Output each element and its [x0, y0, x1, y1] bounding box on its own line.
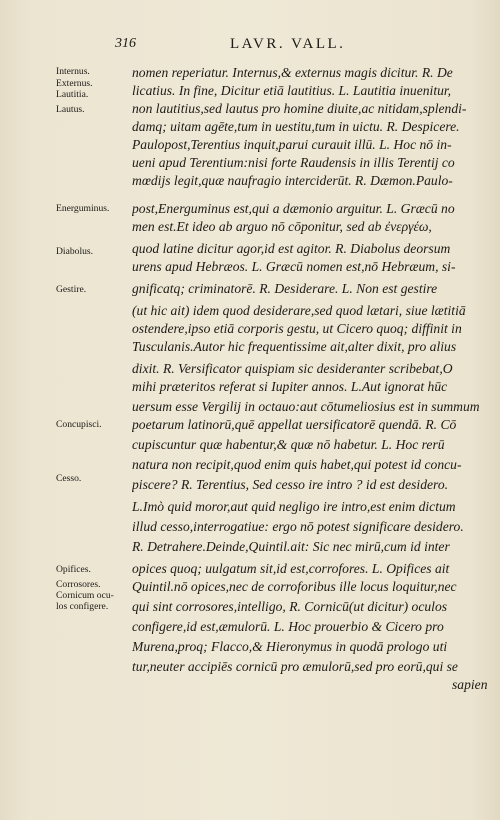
- text-line: dixit. R. Versificator quispiam sic desideranter scribebat,O: [132, 361, 453, 376]
- margin-note: Energuminus.: [56, 203, 110, 214]
- text-line: mœdijs legit,quæ naufragio interciderūt. R. Dæmon.Paulo-: [132, 173, 453, 188]
- text-line: tur,neuter accipiēs cornicū pro æmulorū,sed pro eorū,qui se: [132, 659, 458, 674]
- text-line: nomen reperiatur. Internus,& externus magis dicitur. R. De: [132, 65, 453, 80]
- text-line: opices quoq; uulgatum sit,id est,corrofores. L. Opifices ait: [132, 561, 450, 576]
- margin-note: Cornicum ocu-: [56, 590, 114, 601]
- margin-note: Lautus.: [56, 104, 85, 115]
- text-line: quod latine dicitur agor,id est agitor. R. Diabolus deorsum: [132, 241, 451, 256]
- folio-number: 316: [115, 36, 136, 51]
- text-line: natura non recipit,quod enim quis habet,qui potest id concu-: [132, 457, 462, 472]
- text-line: cupiscuntur quæ habentur,& quæ nō habetur. L. Hoc rerū: [132, 437, 445, 452]
- text-line: piscere? R. Terentius, Sed cesso ire intro ? id est desidero.: [132, 477, 449, 492]
- text-line: Tusculanis.Autor hic frequentissime ait,alter dixit, pro alius: [132, 339, 457, 354]
- margin-note: Gestire.: [56, 284, 87, 295]
- text-line: ueni apud Terentium:nisi forte Raudensis in illis Terentij co: [132, 155, 455, 170]
- text-line: urens apud Hebræos. L. Græcū nomen est,nō Hebræum, si-: [132, 259, 456, 274]
- text-line: (ut hic ait) idem quod desiderare,sed quod lætari, siue lætitiā: [132, 303, 466, 318]
- margin-note: Diabolus.: [56, 246, 94, 257]
- text-line: damq; uitam agēte,tum in uestitu,tum in uictu. R. Despicere.: [132, 119, 460, 134]
- text-line: qui sint corrosores,intelligo, R. Cornicū(ut dicitur) oculos: [132, 599, 448, 614]
- text-line: poetarum latinorū,quē appellat uersificatorē quendā. R. Cō: [132, 417, 457, 432]
- text-line: Paulopost,Terentius inquit,parui curauit illū. L. Hoc nō in-: [132, 137, 452, 152]
- margin-note: Internus.: [56, 66, 90, 77]
- text-line: configere,id est,æmulorū. L. Hoc prouerbio & Cicero pro: [132, 619, 444, 634]
- running-head: LAVR. VALL.: [230, 36, 346, 52]
- text-line: licatius. In fine, Dicitur etiā lautitius. L. Lautitia inuenitur,: [132, 83, 452, 98]
- margin-note: Opifices.: [56, 564, 91, 575]
- margin-note: Corrosores.: [56, 579, 101, 590]
- text-line: ostendere,ipso etiā corporis gestu, ut Cicero quoq; diffinit in: [132, 321, 462, 336]
- text-line: Murena,proq; Flacco,& Hieronymus in quodā prologo uti: [132, 639, 448, 654]
- margin-note: Lautitia.: [56, 89, 89, 100]
- text-line: men est.Et ideo ab arguo nō cōponitur, sed ab ἐνεργέω,: [132, 219, 432, 234]
- margin-note: Cesso.: [56, 473, 82, 484]
- text-line: non lautitius,sed lautus pro homine diuite,ac nitidam,splendi-: [132, 101, 467, 116]
- text-line: gnificatq; criminatorē. R. Desiderare. L. Non est gestire: [132, 281, 438, 296]
- text-line: R. Detrahere.Deinde,Quintil.ait: Sic nec mirū,cum id inter: [132, 539, 450, 554]
- text-line: Quintil.nō opices,nec de corroforibus ille locus loquitur,nec: [132, 579, 457, 594]
- text-line: uersum esse Vergilij in octauo:aut cōtumeliosius est in summum: [132, 399, 480, 414]
- text-line: mihi præteritos referat si Iupiter annos. L.Aut ignorat hūc: [132, 379, 448, 394]
- text-line: sapien: [452, 677, 488, 692]
- text-line: post,Energuminus est,qui a dæmonio arguitur. L. Græcū no: [132, 201, 455, 216]
- margin-note: Concupisci.: [56, 419, 102, 430]
- margin-note: Externus.: [56, 78, 93, 89]
- text-line: illud cesso,interrogatiue: ergo nō potest significare desidero.: [132, 519, 464, 534]
- margin-note: los configere.: [56, 601, 109, 612]
- text-line: L.Imò quid moror,aut quid negligo ire intro,est enim dictum: [132, 499, 456, 514]
